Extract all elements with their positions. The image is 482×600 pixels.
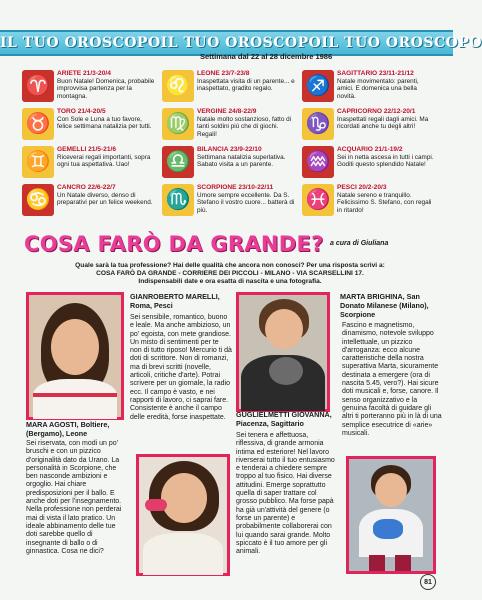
sign-title: BILANCIA 23/9-22/10 bbox=[197, 146, 262, 153]
feature-title: COSA FARÒ DA GRANDE? bbox=[24, 232, 324, 256]
twins-icon: ♊ bbox=[22, 146, 54, 178]
week-range: Settimana dal 22 al 28 dicembre 1986 bbox=[200, 52, 333, 61]
goat-icon: ♑ bbox=[302, 108, 334, 140]
sign-text: Natale molto sostanzioso, fatto di tanti soldini più che di giochi. Regali! bbox=[197, 115, 292, 138]
sign-title: ACQUARIO 21/1-19/2 bbox=[337, 146, 403, 153]
photo-guglielmetti bbox=[236, 292, 330, 412]
archer-icon: ♐ bbox=[302, 70, 334, 102]
water-bearer-icon: ♒ bbox=[302, 146, 334, 178]
sign-text: Con Sole e Luna a tuo favore, felice settimana natalizia per tutti. bbox=[57, 115, 152, 131]
feature-intro bbox=[40, 262, 420, 286]
sign-title: GEMELLI 21/5-21/6 bbox=[57, 146, 116, 153]
ram-icon: ♈ bbox=[22, 70, 54, 102]
sign-text: Un Natale diverso, denso di preparativi per un felice weekend. bbox=[57, 191, 153, 207]
sign-title: CANCRO 22/6-22/7 bbox=[57, 184, 116, 191]
sign-scorpione bbox=[162, 184, 294, 220]
sign-gemelli bbox=[22, 146, 154, 182]
guglielmetti-name: GUGLIELMETTI GIOVANNA, Piacenza, Sagittario bbox=[236, 410, 332, 428]
sign-capricorno bbox=[302, 108, 434, 144]
sign-title: VERGINE 24/8-22/9 bbox=[197, 108, 257, 115]
sign-bilancia bbox=[162, 146, 294, 182]
sign-leone bbox=[162, 70, 294, 106]
sign-title: TORO 21/4-20/5 bbox=[57, 108, 106, 115]
mara-text: Sei riservata, con modi un po' bruschi e con un pizzico d'originalità dato da Urano. La personalità in Scorpione, che ben nasconde ambizioni e orgoglio. Hai chiare predisposizioni per il ballo. E anche doti per l'insegnamento. Nella professione non perderai mai di vista il lato pratico. Un ideale abbinamento delle tue doti sarebbe quello di insegnante di ballo o di ginnastica. Cosa ne dici? bbox=[26, 440, 122, 555]
banner-title-1: IL TUO OROSCOPO bbox=[0, 35, 161, 51]
crab-icon: ♋ bbox=[22, 184, 54, 216]
sign-title: SCORPIONE 23/10-22/11 bbox=[197, 184, 274, 191]
sign-text: Sei in netta ascesa in tutti i campi. Goditi questo splendido Natale! bbox=[337, 153, 434, 169]
photo-mara bbox=[26, 292, 124, 420]
banner-title-2: IL TUO OROSCOPO bbox=[160, 35, 322, 51]
marta-name: MARTA BRIGHINA, San Donato Milanese (Milano), Scorpione bbox=[340, 292, 429, 319]
sign-text: Settimana natalizia superlativa. Sabato visita a un parente. bbox=[197, 153, 286, 169]
sign-title: CAPRICORNO 22/12-20/1 bbox=[337, 108, 416, 115]
sign-vergine bbox=[162, 108, 294, 144]
virgin-icon: ♍ bbox=[162, 108, 194, 140]
marta-text: Fascino e magnetismo, dinamismo, notevole sviluppo intellettuale, un pizzico d'arroganza: ecco alcune caratteristiche della nostra superattiva Marta, sicuramente destinata a emergere (ora di nascita 5.45, vero?). Hai sicure doti musicali e, forse, canore. Il senso organizzativo e la genuina facoltà di guidare gli altri ti porteranno più in là di una semplice esecutrice di «arie» musicali. bbox=[342, 322, 442, 437]
sign-text: Natale movimentato: parenti, amici. E domenica una bella novità. bbox=[337, 77, 419, 100]
gianroberto-text: Sei sensibile, romantico, buono e leale. Ma anche ambizioso, un po' egoista, con mete grandiose. Un misto di sentimenti per te non di tutto riposo! Mercurio ti dà doti di scrittore. Non di romanzi, ma di brevi scritti (novelle, articoli, critiche d'arte). Potrai scrivere per un giornale, la radio ecc. Il campo è vasto, e nei rapporti di lavoro, ci saprai fare. Consistente è anche il campo delle eredità, forse inaspettate. bbox=[130, 314, 232, 421]
gianroberto-name: GIANROBERTO MARELLI, Roma, Pesci bbox=[130, 292, 220, 310]
scales-icon: ♎ bbox=[162, 146, 194, 178]
sign-toro bbox=[22, 108, 154, 144]
sign-sagittario bbox=[302, 70, 434, 106]
guglielmetti-text: Sei tenera e affettuosa, riflessiva, di grande armonia intima ed esteriore! Nel lavoro riverserai tutto il tuo entusiasmo e tenderai a chiedere sempre troppo al tuo fisico. Hai diverse attitudini. Emerge soprattutto quella di saper trattare col grosso pubblico. Ma forse papà ha già un'attività del genere (o forse un parente) e probabilmente collaborerai con lui quando sarai grande. Molto spiccato è il tuo amore per gli animali. bbox=[236, 432, 335, 556]
sign-pesci bbox=[302, 184, 434, 220]
sign-text: Inaspettati regali dagli amici. Ma ricordati anche tu degli altri! bbox=[337, 115, 429, 131]
sign-title: SAGITTARIO 23/11-21/12 bbox=[337, 70, 414, 77]
sign-text: Natale sereno e tranquillo. Felicissimo S. Stefano, con regali in ritardo! bbox=[337, 191, 432, 214]
sign-text: Riceverai regali importanti, sopra ogni tua aspettativa. Uao! bbox=[57, 153, 151, 169]
sign-text: Buon Natale! Domenica, probabile improvvisa partenza per la montagna. bbox=[57, 77, 155, 100]
sign-text: Umore sempre eccellente. Da S. Stefano il vostro cuore... batterà di più. bbox=[197, 191, 295, 214]
intro-line-1: Quale sarà la tua professione? Hai delle qualità che ancora non conosci? Per una risposta scrivi a: bbox=[75, 262, 385, 269]
zodiac-grid bbox=[22, 70, 432, 220]
sign-acquario bbox=[302, 146, 434, 182]
banner-title-3: IL TUO OROSCOPO bbox=[321, 35, 482, 51]
intro-line-3: Indispensabili date e ora esatta di nascita e una fotografia. bbox=[138, 278, 322, 285]
sign-title: PESCI 20/2-20/3 bbox=[337, 184, 387, 191]
sign-cancro bbox=[22, 184, 154, 220]
page-number: 81 bbox=[420, 574, 436, 590]
photo-marta bbox=[346, 456, 436, 574]
mara-name: MARA AGOSTI, Boltiere, (Bergamo), Leone bbox=[26, 420, 110, 438]
sign-title: LEONE 23/7-23/8 bbox=[197, 70, 250, 77]
sign-text: Inaspettata visita di un parente... e inaspettato, gradito regalo. bbox=[197, 77, 295, 93]
scorpion-icon: ♏ bbox=[162, 184, 194, 216]
feature-byline: a cura di Giuliana bbox=[330, 240, 389, 247]
fish-icon: ♓ bbox=[302, 184, 334, 216]
sign-title: ARIETE 21/3-20/4 bbox=[57, 70, 111, 77]
bull-icon: ♉ bbox=[22, 108, 54, 140]
lion-icon: ♌ bbox=[162, 70, 194, 102]
photo-girl-phone bbox=[136, 454, 230, 576]
sign-ariete bbox=[22, 70, 154, 106]
intro-line-2: COSA FARÒ DA GRANDE - CORRIERE DEI PICCOLI - MILANO - VIA SCARSELLINI 17. bbox=[96, 270, 364, 277]
